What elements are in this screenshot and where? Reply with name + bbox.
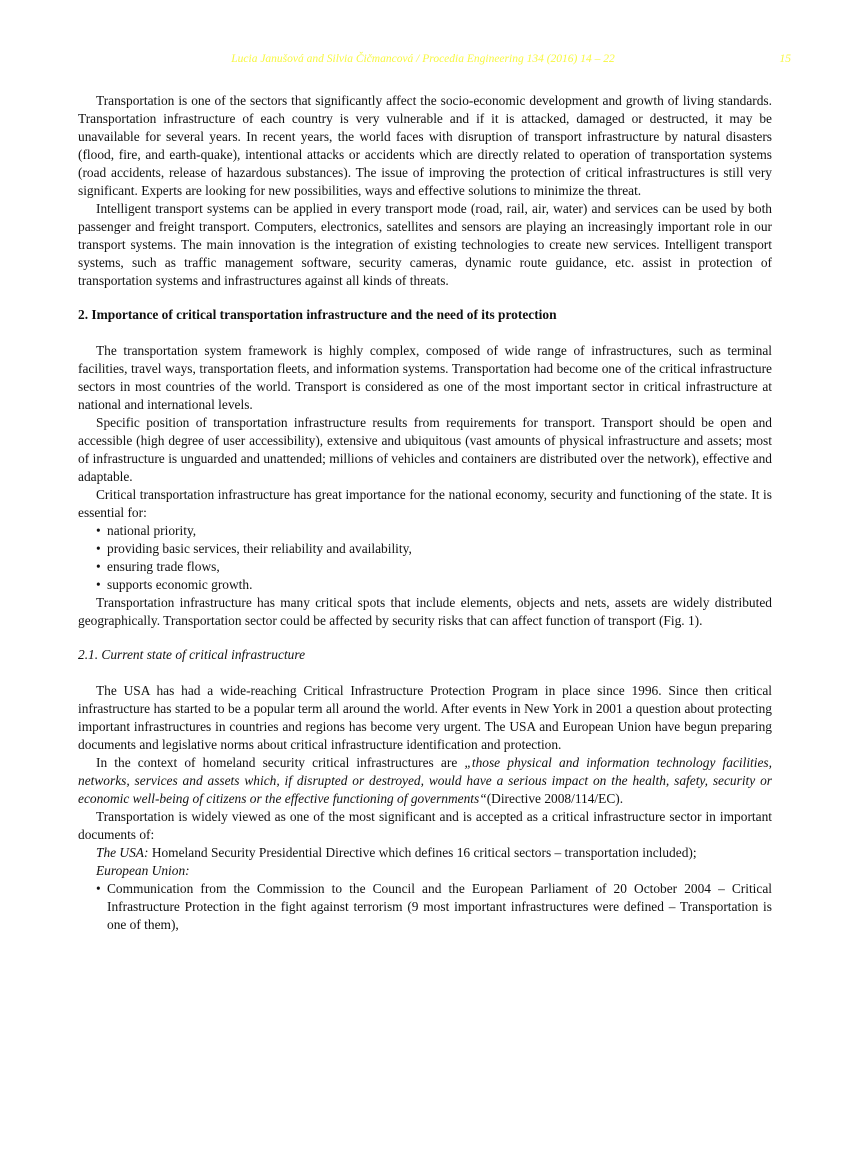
running-head: Lucia Janušová and Silvia Čičmancová / Procedia Engineering 134 (2016) 14 – 22 xyxy=(231,53,615,65)
page-number: 15 xyxy=(779,53,791,65)
section-2-paragraph-4: Transportation infrastructure has many critical spots that include elements, objects and nets, assets are widely distributed geographically. Transportation sector could be affected by security risks that can affect function of transport (Fig. 1). xyxy=(78,595,772,628)
eu-label: European Union: xyxy=(96,863,190,878)
paragraph-intro-1: Transportation is one of the sectors that significantly affect the socio-economic development and growth of living standards. Transportation infrastructure of each country is very vulnerable and if it is attacked, damaged or destructed, it may be unavailable for several years. In recent years, the world faces with disruption of transport infrastructure by natural disasters (flood, fire, and earth-quake), intentional attacks or accidents which are directly related to operation of transportation systems (road accidents, release of hazardous substances). The issue of improving the protection of critical infrastructures is still very significant. Experts are looking for new possibilities, ways and effective solutions to minimize the threat. xyxy=(78,93,772,198)
paragraph-intro-2: Intelligent transport systems can be applied in every transport mode (road, rail, air, water) and services can be used by both passenger and freight transport. Computers, electronics, satellites and sensors are playing an increasingly important role in our transport systems. The main innovation is the integration of existing technologies to create new services. Intelligent transport systems, such as traffic management software, security cameras, dynamic route guidance, etc. assist in protection of transportation systems and infrastructures against all kinds of threats. xyxy=(78,201,772,288)
eu-line xyxy=(78,862,772,880)
list-item: • providing basic services, their reliability and availability, xyxy=(107,540,772,558)
list-item: • ensuring trade flows, xyxy=(107,558,772,576)
list-item: • national priority, xyxy=(107,522,772,540)
list-item: • Communication from the Commission to the Council and the European Parliament of 20 October 2004 – Critical Infrastructure Protection in the fight against terrorism (9 most important infrastructures were defined – Transportation is one of them), xyxy=(107,880,772,934)
usa-line xyxy=(78,844,772,862)
section-2-paragraph-1: The transportation system framework is highly complex, composed of wide range of infrastructures, such as terminal facilities, travel ways, transportation fleets, and information systems. Transportation had become one of the critical infrastructure sectors in most countries of the world. Transport is considered as one of the most important sector in critical infrastructure at national and international levels. xyxy=(78,343,772,412)
quote-citation-text: (Directive 2008/114/EC). xyxy=(486,791,624,806)
section-2-paragraph-3: Critical transportation infrastructure has great importance for the national economy, security and functioning of the state. It is essential for: xyxy=(78,487,772,520)
section-2-heading: 2. Importance of critical transportation infrastructure and the need of its protection xyxy=(78,307,557,322)
eu-bullet-list xyxy=(78,880,772,934)
quote-italic-text: „those physical and information technology facilities, networks, services and assets which, if disrupted or destroyed, would have a serious impact on the health, safety, security or economic well-being of citizens or the effective functioning of governments“ xyxy=(78,755,772,806)
section-2-paragraph-2: Specific position of transportation infrastructure results from requirements for transport. Transport should be open and accessible (high degree of user accessibility), extensive and ubiquitous (vast amounts of physical infrastructure and assets; most of infrastructure is unguarded and unattended; millions of vehicles and containers are distributed over the network), effective and adaptable. xyxy=(78,415,772,484)
usa-text: Homeland Security Presidential Directive which defines 16 critical sectors – transportation included); xyxy=(151,845,697,860)
usa-label: The USA: xyxy=(96,845,149,860)
section-2-1-paragraph-3: Transportation is widely viewed as one of the most significant and is accepted as a critical infrastructure sector in important documents of: xyxy=(78,809,772,842)
section-2-1-heading: 2.1. Current state of critical infrastructure xyxy=(78,647,306,662)
page-header xyxy=(0,0,846,66)
section-2-1-paragraph-1: The USA has had a wide-reaching Critical Infrastructure Protection Program in place since 1996. Since then critical infrastructure has started to be a popular term all around the world. After events in New York in 2001 a question about protecting important infrastructures in countries and regions has become very urgent. The USA and European Union have begun preparing documents and legislative norms about critical infrastructure identification and protection. xyxy=(78,683,772,752)
list-item: • supports economic growth. xyxy=(107,576,772,594)
importance-bullet-list xyxy=(78,522,772,594)
section-2-1-paragraph-quote xyxy=(78,754,772,808)
quote-lead-text: In the context of homeland security critical infrastructures are xyxy=(96,755,465,770)
article-body xyxy=(78,92,772,934)
